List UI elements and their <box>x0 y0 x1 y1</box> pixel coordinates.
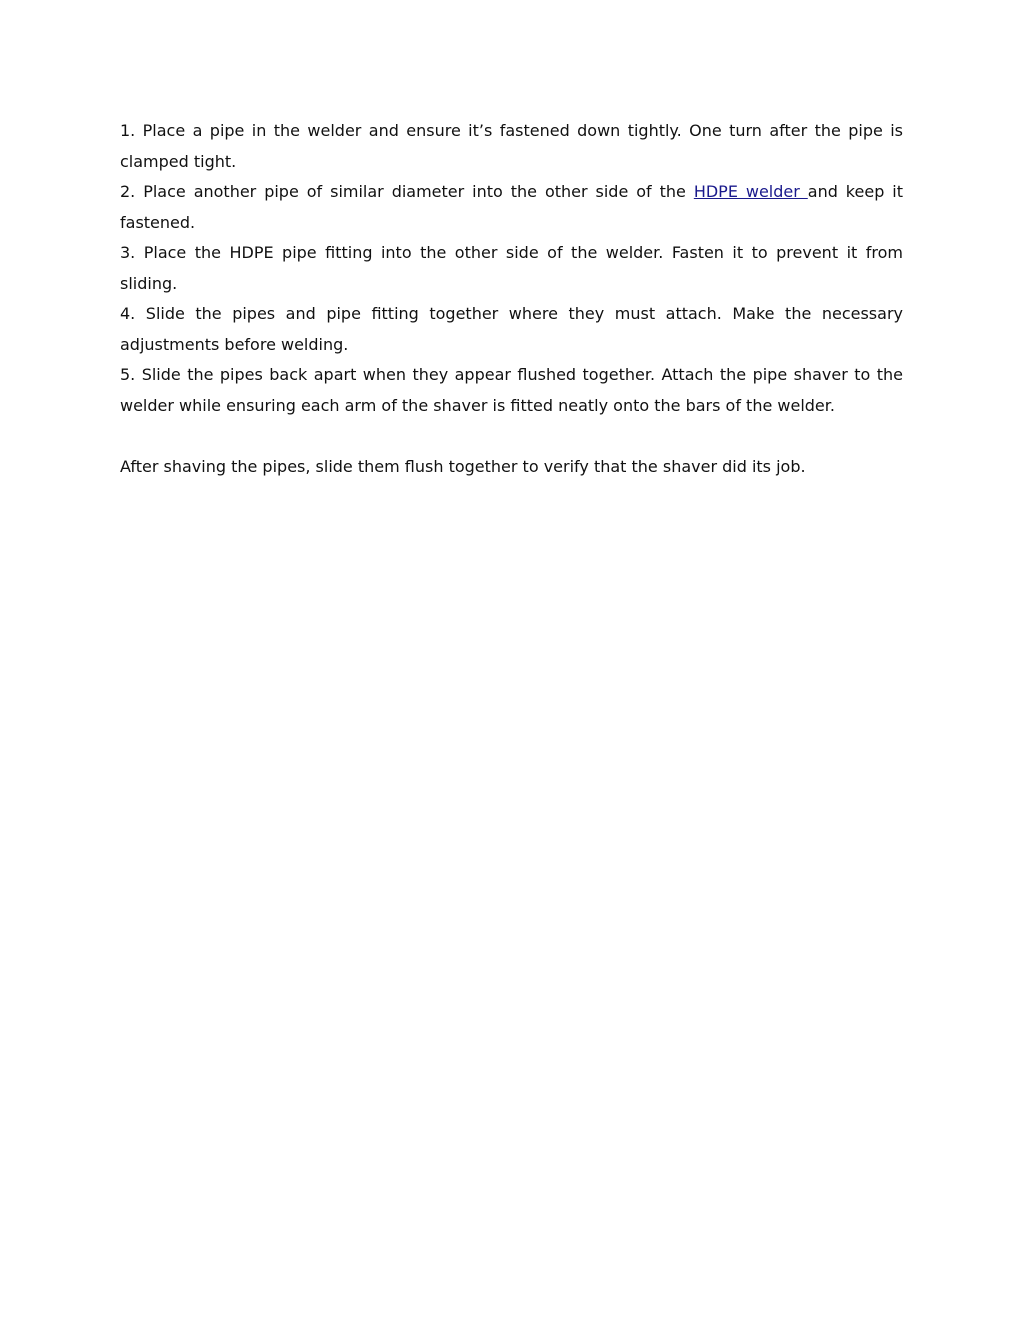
step-2-text-after: and keep it fastened. <box>120 182 904 232</box>
step-3: 3. Place the HDPE pipe fitting into the other side of the welder. Fasten it to prevent it from sliding. <box>120 243 903 293</box>
closing-paragraph: After shaving the pipes, slide them flush together to verify that the shaver did its job. <box>120 456 806 476</box>
step-2 <box>120 177 903 238</box>
paragraph-spacer <box>120 421 903 452</box>
step-5: 5. Slide the pipes back apart when they appear flushed together. Attach the pipe shaver to the welder while ensuring each arm of the shaver is fitted neatly onto the bars of the welder. <box>120 365 903 415</box>
step-1: 1. Place a pipe in the welder and ensure it’s fastened down tightly. One turn after the pipe is clamped tight. <box>120 121 903 171</box>
document-body <box>120 116 903 482</box>
hdpe-welder-link[interactable]: HDPE welder <box>693 182 808 201</box>
step-2-text-before: 2. Place another pipe of similar diameter into the other side of the <box>120 182 694 201</box>
step-4: 4. Slide the pipes and pipe fitting together where they must attach. Make the necessary adjustments before welding. <box>120 304 903 354</box>
